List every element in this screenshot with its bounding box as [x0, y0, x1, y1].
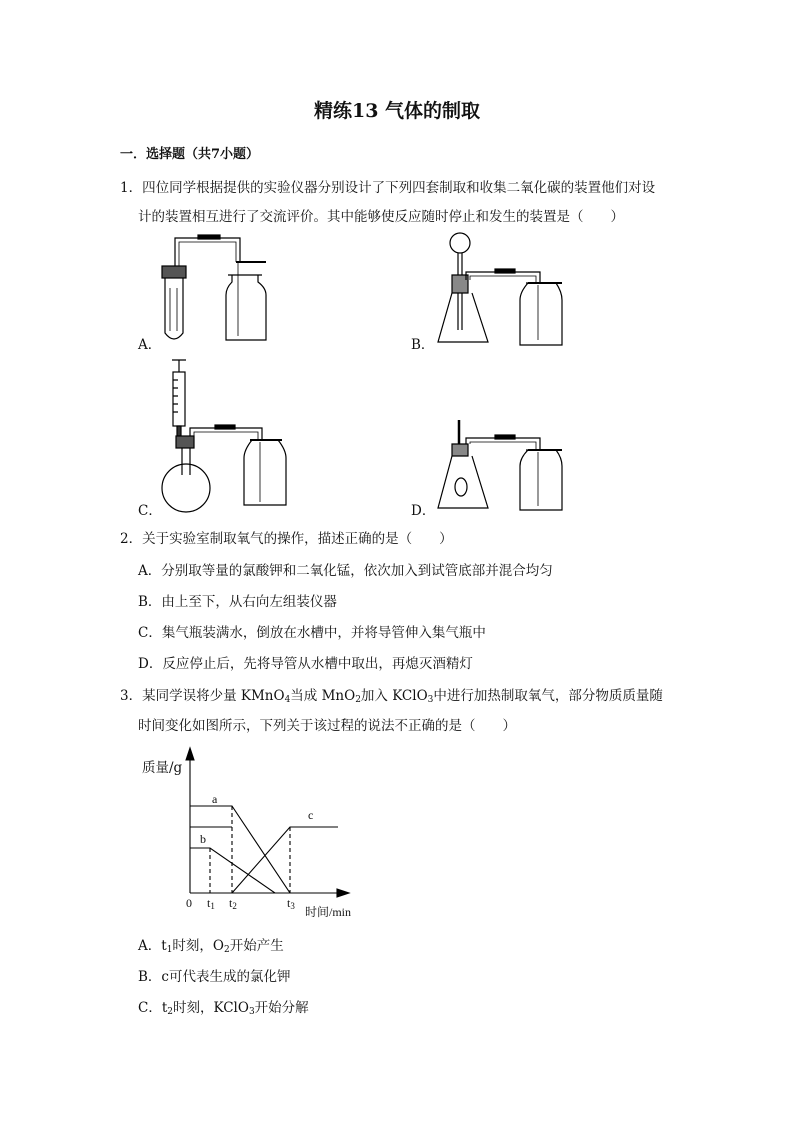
q3-stem-line2: 时间变化如图所示，下列关于该过程的说法不正确的是（ ）	[138, 718, 516, 734]
page-title: 精练13 气体的制取	[313, 100, 481, 122]
tick-t2: $t_2$	[229, 896, 237, 911]
option-label-b: B．	[411, 337, 435, 353]
tick-t1: $t_1$	[207, 896, 215, 911]
q1-stem-line1: 1．四位同学根据提供的实验仪器分别设计了下列四套制取和收集二氧化碳的装置他们对设	[120, 180, 656, 196]
q3-option-a: A．$t_1$时刻，$O_2$开始产生	[138, 938, 284, 955]
option-label-d: D．	[411, 503, 436, 519]
q3-option-c: C．$t_2$时刻，KClO$_3$开始分解	[138, 1000, 309, 1017]
curve-a	[190, 806, 290, 893]
q3-option-b: B．c可代表生成的氯化钾	[138, 969, 291, 985]
graph-ylabel: 质量/g	[142, 760, 183, 776]
curve-label-a: a	[212, 792, 218, 806]
q2-option-d: D．反应停止后，先将导管从水槽中取出，再熄灭酒精灯	[138, 656, 473, 672]
section-heading: 一．选择题（共7小题）	[120, 147, 260, 162]
tick-t3: $t_3$	[287, 896, 295, 911]
q2-option-b: B．由上至下，从右向左组装仪器	[138, 594, 337, 610]
q1-stem-line2: 计的装置相互进行了交流评价。其中能够使反应随时停止和发生的装置是（ ）	[138, 209, 624, 225]
q2-option-c: C．集气瓶装满水，倒放在水槽中，并将导管伸入集气瓶中	[138, 625, 486, 641]
option-label-c: C．	[138, 503, 162, 519]
graph-xlabel: 时间/min	[305, 905, 352, 919]
curve-label-b: b	[200, 832, 206, 846]
q2-option-a: A．分别取等量的氯酸钾和二氧化锰，依次加入到试管底部并混合均匀	[138, 563, 553, 579]
graph-origin: 0	[186, 896, 192, 910]
curve-label-c: c	[308, 808, 314, 822]
option-label-a: A．	[138, 337, 162, 353]
q3-stem-line1: 3．某同学误将少量 KMnO$_4$当成 MnO$_2$加入 KClO$_3$中进行加热制取氧气，部分物质质量随	[120, 688, 663, 705]
q2-stem: 2．关于实验室制取氧气的操作，描述正确的是（ ）	[120, 531, 453, 547]
curve-c	[232, 827, 338, 893]
